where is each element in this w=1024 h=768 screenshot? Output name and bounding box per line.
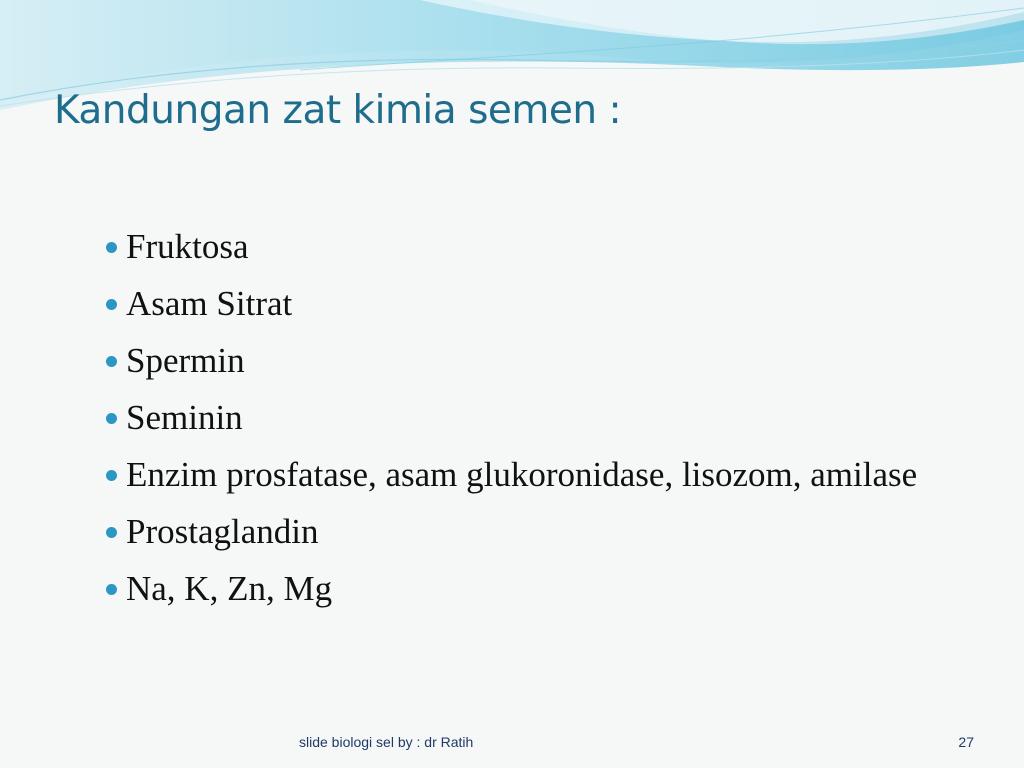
bullet-dot-icon <box>106 527 117 538</box>
bullet-dot-icon <box>106 470 117 481</box>
bullet-dot-icon <box>106 242 117 253</box>
list-item <box>106 338 986 383</box>
list-item-text: Fruktosa <box>126 227 249 266</box>
list-item <box>106 224 986 269</box>
page-number: 27 <box>958 734 974 750</box>
bullet-list <box>106 224 986 623</box>
list-item <box>106 566 986 611</box>
list-item-text: Asam Sitrat <box>126 284 293 323</box>
list-item-text: Enzim prosfatase, asam glukoronidase, lisozom, amilase <box>126 455 918 494</box>
list-item-text: Seminin <box>126 398 243 437</box>
bullet-dot-icon <box>106 299 117 310</box>
list-item-text: Spermin <box>126 341 245 380</box>
list-item <box>106 395 986 440</box>
list-item-text: Na, K, Zn, Mg <box>126 569 333 608</box>
list-item <box>106 281 986 326</box>
list-item <box>106 509 986 554</box>
footer-text: slide biologi sel by : dr Ratih <box>299 734 474 750</box>
slide-title: Kandungan zat kimia semen : <box>54 88 622 133</box>
bullet-dot-icon <box>106 584 117 595</box>
list-item-text: Prostaglandin <box>126 512 319 551</box>
bullet-dot-icon <box>106 413 117 424</box>
bullet-dot-icon <box>106 356 117 367</box>
list-item <box>106 452 986 497</box>
